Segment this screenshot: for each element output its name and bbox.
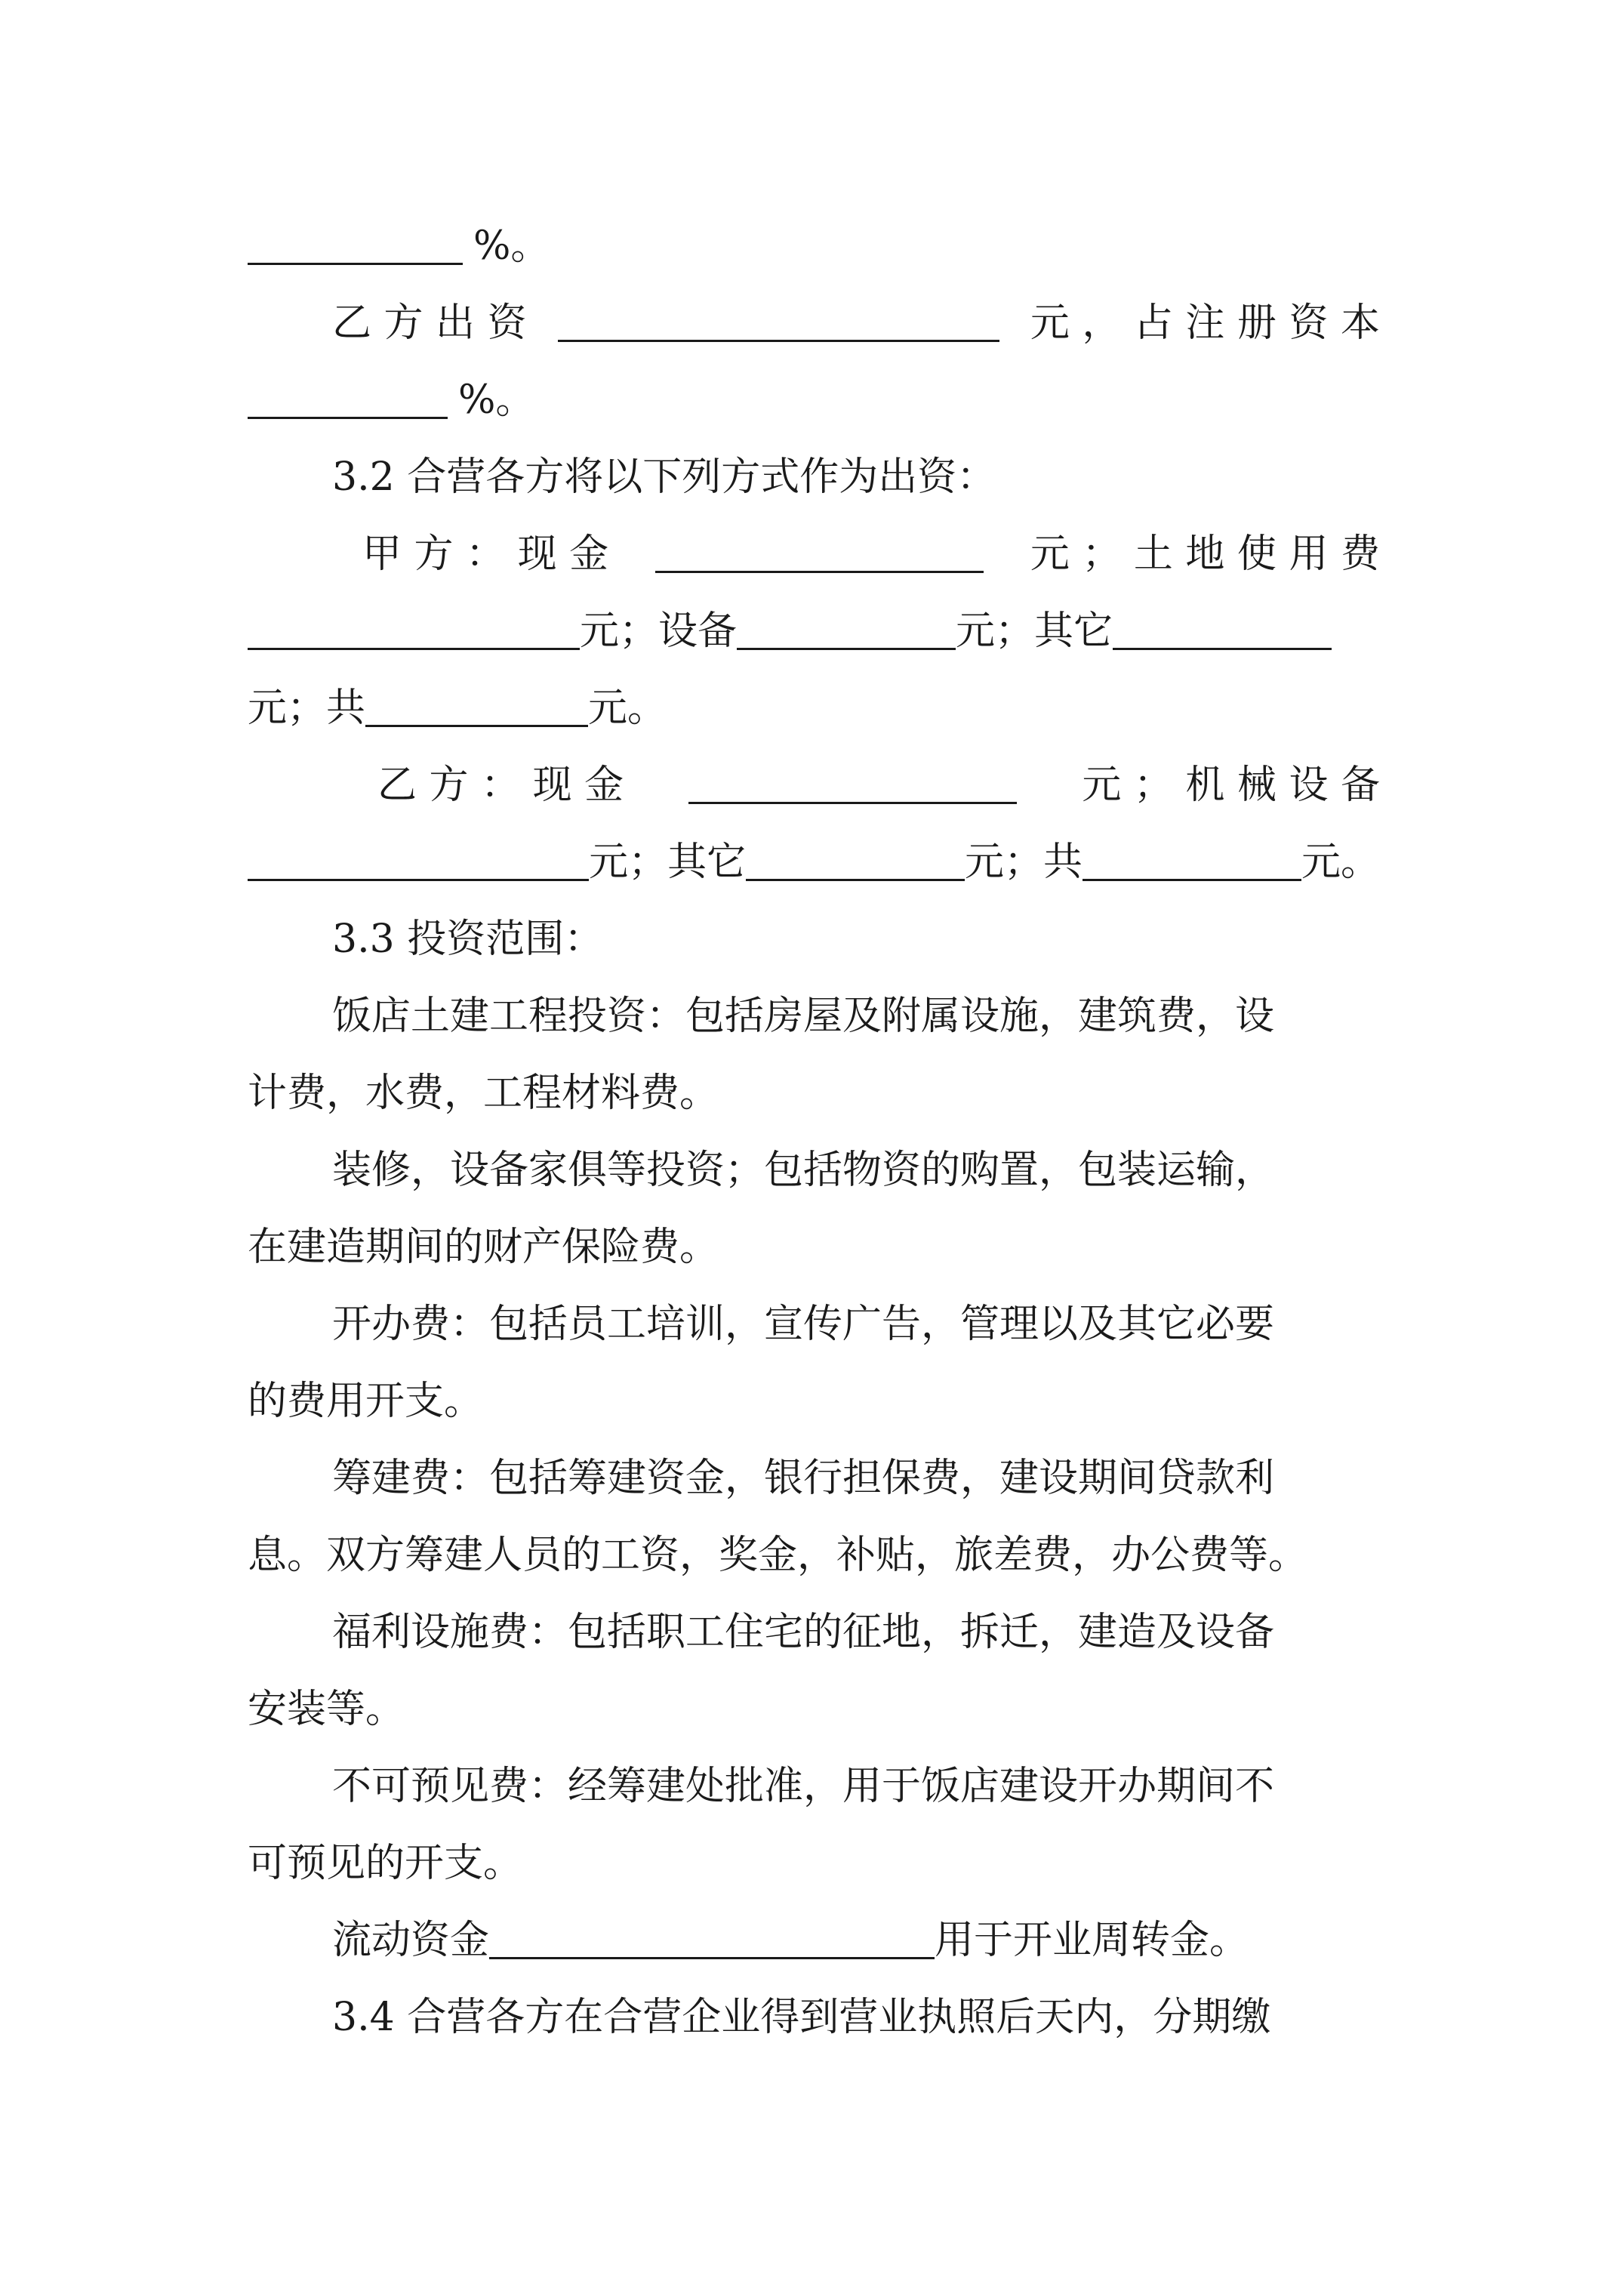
yuan-end: 元。 — [588, 686, 667, 731]
paragraph-line: 开办费：包括员工培训，宣传广告，管理以及其它必要 — [332, 1302, 1275, 1347]
fill-blank — [737, 613, 956, 650]
fill-blank — [248, 844, 589, 881]
paragraph-line: 福利设施费：包括职工住宅的征地，拆迁，建造及设备 — [332, 1610, 1275, 1655]
line-9 — [248, 832, 1380, 892]
working-capital-label: 流动资金 — [332, 1918, 490, 1963]
paragraph-line: 饭店土建工程投资：包括房屋及附属设施，建筑费，设 — [332, 994, 1275, 1039]
land-fee-label: 元 ； 土 地 使 用 费 — [1030, 532, 1380, 577]
fill-blank — [1113, 613, 1332, 650]
fill-blank — [248, 613, 580, 650]
line-7 — [248, 678, 1380, 738]
party-a-cash-label: 甲 方 ： 现 金 — [362, 532, 609, 577]
line-23 — [332, 1910, 1380, 1971]
section-3-3-heading: 3.3 投资范围： — [332, 917, 604, 962]
fill-blank — [688, 767, 1017, 804]
line-3 — [248, 370, 1380, 430]
other-label: 元；其它 — [589, 840, 747, 885]
paragraph-line: 的费用开支。 — [248, 1379, 484, 1424]
line-8 — [377, 755, 1380, 815]
total-label: 元；共 — [248, 686, 366, 731]
line-1 — [248, 216, 1380, 276]
percent-text: %。 — [473, 223, 550, 269]
fill-blank — [558, 305, 999, 342]
section-3-2-heading: 3.2 合营各方将以下列方式作为出资： — [332, 455, 996, 500]
party-b-cash-label: 乙 方 ： 现 金 — [377, 763, 624, 808]
paragraph-line: 在建造期间的财产保险费。 — [248, 1225, 719, 1270]
paragraph-line: 筹建费：包括筹建资金，银行担保费，建设期间贷款利 — [332, 1456, 1275, 1501]
equipment-label: 元；设备 — [580, 609, 738, 654]
line-6 — [248, 601, 1380, 661]
fill-blank — [655, 536, 984, 573]
total-label: 元；共 — [965, 840, 1083, 885]
percent-text: %。 — [458, 378, 535, 423]
fill-blank — [365, 690, 588, 727]
other-label: 元；其它 — [956, 609, 1113, 654]
fill-blank — [248, 382, 448, 419]
paragraph-line: 不可预见费：经筹建处批准，用于饭店建设开办期间不 — [332, 1764, 1275, 1809]
machinery-label: 元 ； 机 械 设 备 — [1082, 763, 1380, 808]
fill-blank — [248, 228, 463, 265]
section-3-4-line: 3.4 合营各方在合营企业得到营业执照后天内，分期缴 — [332, 1995, 1271, 2040]
paragraph-line: 安装等。 — [248, 1687, 405, 1732]
capital-share-label: 元 ， 占 注 册 资 本 — [1030, 300, 1380, 346]
fill-blank — [1083, 844, 1301, 881]
working-capital-purpose: 用于开业周转金。 — [935, 1918, 1249, 1963]
yuan-end: 元。 — [1301, 840, 1380, 885]
line-2 — [332, 293, 1380, 353]
party-b-capital-label: 乙 方 出 资 — [332, 300, 527, 346]
line-5 — [362, 524, 1380, 584]
paragraph-line: 装修，设备家俱等投资；包括物资的购置，包装运输， — [332, 1148, 1275, 1193]
paragraph-line: 可预见的开支。 — [248, 1841, 523, 1886]
fill-blank — [746, 844, 965, 881]
fill-blank — [489, 1922, 935, 1959]
paragraph-line: 计费，水费，工程材料费。 — [248, 1071, 719, 1116]
paragraph-line: 息。双方筹建人员的工资，奖金，补贴，旅差费，办公费等。 — [248, 1533, 1308, 1578]
